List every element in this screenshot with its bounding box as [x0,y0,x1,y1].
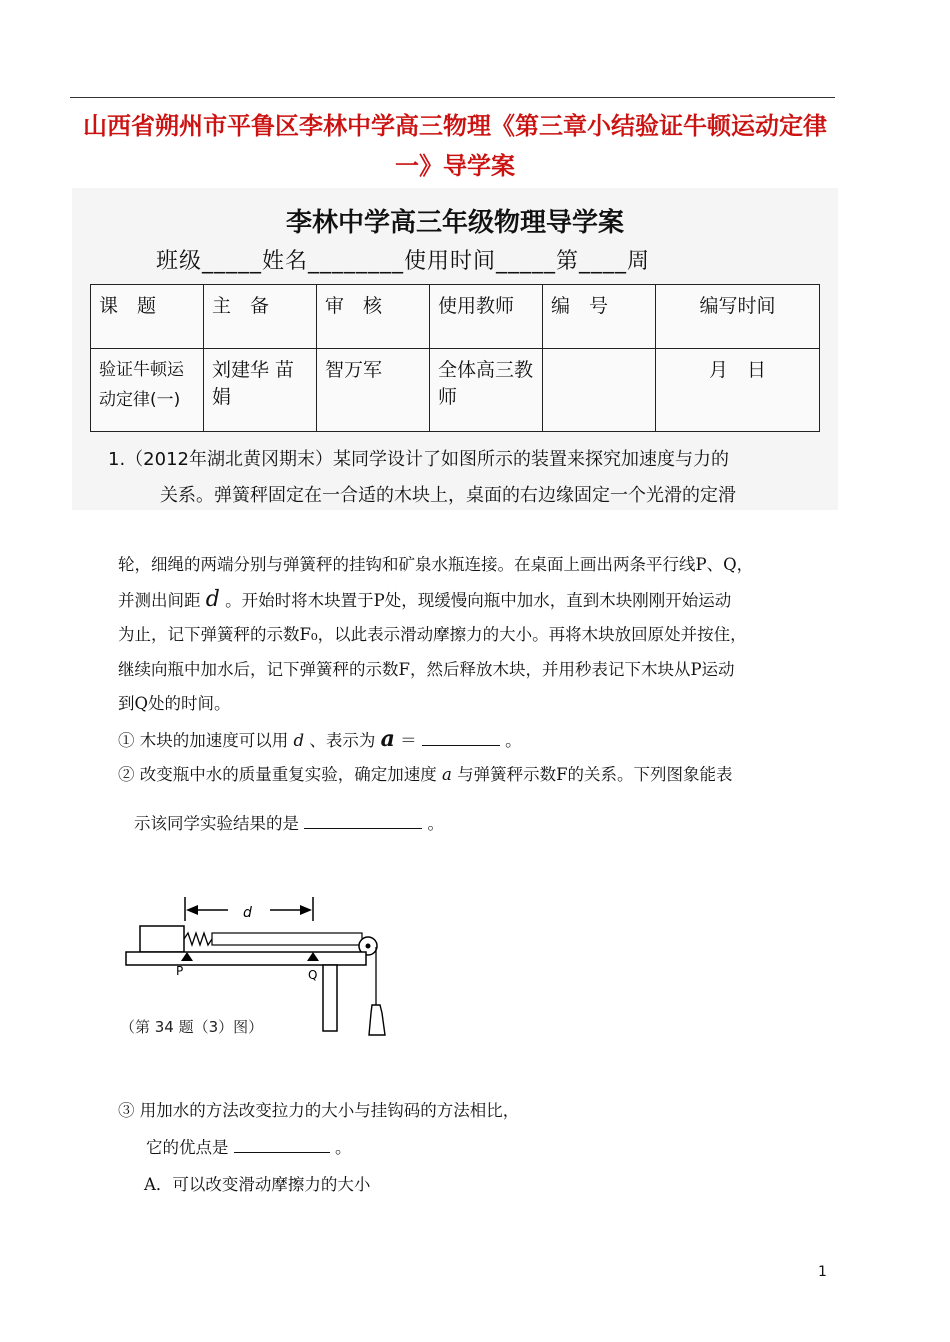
option-a: A．可以改变滑动摩擦力的大小 [144,1175,371,1194]
water-bottle [369,1005,385,1035]
question-body [118,548,838,841]
table-cell: 月 日 [656,349,820,432]
item-text: ＝ [400,730,417,750]
page-number: 1 [818,1264,827,1280]
d-label: d [243,905,252,921]
table-header-row [91,285,820,349]
answer-blank[interactable] [422,727,500,746]
body-text: 并测出间距 [118,590,201,610]
header-cell: 编 号 [543,285,656,349]
arrowhead [186,905,198,915]
question-line: 1.（2012年湖北黄冈期末）某同学设计了如图所示的装置来探究加速度与力的 [108,449,729,470]
item-text: 。 [505,730,522,750]
header-cell: 审 核 [317,285,430,349]
header-cell: 编写时间 [656,285,820,349]
table-top [126,952,366,965]
string-rod [212,933,362,945]
variable-a: a [442,765,452,784]
arrowhead [300,905,312,915]
spring-scale [184,933,212,945]
item-text: 与弹簧秤示数F的关系。下列图象能表 [457,765,733,784]
variable-d: d [205,586,220,612]
item-1 [118,722,838,759]
answer-blank[interactable] [304,810,422,829]
item-2-cont [118,807,838,842]
body-text: 。开始时将木块置于P处，现缓慢向瓶中加水，直到木块刚刚开始运动 [225,590,732,610]
table-cell: 验证牛顿运动定律(一) [91,349,204,432]
header-rule [70,97,835,98]
wooden-block [140,926,184,952]
worksheet-image [72,188,838,510]
body-line: 轮，细绳的两端分别与弹簧秤的挂钩和矿泉水瓶连接。在桌面上画出两条平行线P、Q， [118,555,754,574]
p-label: P [176,964,184,978]
table-cell: 全体高三教师 [430,349,543,432]
worksheet-heading: 李林中学高三年级物理导学案 [285,208,624,238]
item-3-line: ③ 用加水的方法改变拉力的大小与挂钩码的方法相比， [118,1101,520,1120]
table-cell [543,349,656,432]
item-2 [118,758,838,793]
lesson-info-table [90,284,820,432]
header-cell: 使用教师 [430,285,543,349]
variable-a: a [380,725,395,752]
table-leg [323,965,337,1031]
apparatus-figure [120,895,400,1050]
header-cell: 主 备 [204,285,317,349]
table-cell: 智万军 [317,349,430,432]
student-info-line: 班级_____姓名________使用时间_____第____周 [156,249,651,274]
answer-blank[interactable] [234,1134,330,1153]
item-text: 示该同学实验结果的是 [134,813,299,833]
body-line [118,583,838,619]
item-text: 、表示为 [309,730,376,750]
question-1-intro [108,442,828,514]
body-line: 继续向瓶中加水后，记下弹簧秤的示数F，然后释放木块，并用秒表记下木块从P运动 [118,659,735,679]
figure-caption: （第 34 题（3）图） [120,1018,264,1036]
header-cell: 课 题 [91,285,204,349]
pulley-axle [366,944,371,949]
table-row [91,349,820,432]
item-text: 。 [427,813,444,833]
item-text: ② 改变瓶中水的质量重复实验，确定加速度 [118,765,437,784]
table-cell: 刘建华 苗娟 [204,349,317,432]
item-text: ① 木块的加速度可以用 [118,730,289,750]
body-line: 为止，记下弹簧秤的示数F₀，以此表示滑动摩擦力的大小。再将木块放回原处并按住， [118,625,747,644]
variable-d: d [293,730,305,750]
item-text: 。 [335,1138,352,1157]
q-label: Q [308,968,318,982]
question-line: 关系。弹簧秤固定在一合适的木块上，桌面的右边缘固定一个光滑的定滑 [160,485,736,506]
page-title: 山西省朔州市平鲁区李林中学高三物理《第三章小结验证牛顿运动定律一》导学案 [83,112,827,180]
item-3-line [118,1129,838,1166]
item-text: 它的优点是 [146,1138,229,1157]
item-3 [118,1092,838,1203]
body-line: 到Q处的时间。 [118,694,231,713]
